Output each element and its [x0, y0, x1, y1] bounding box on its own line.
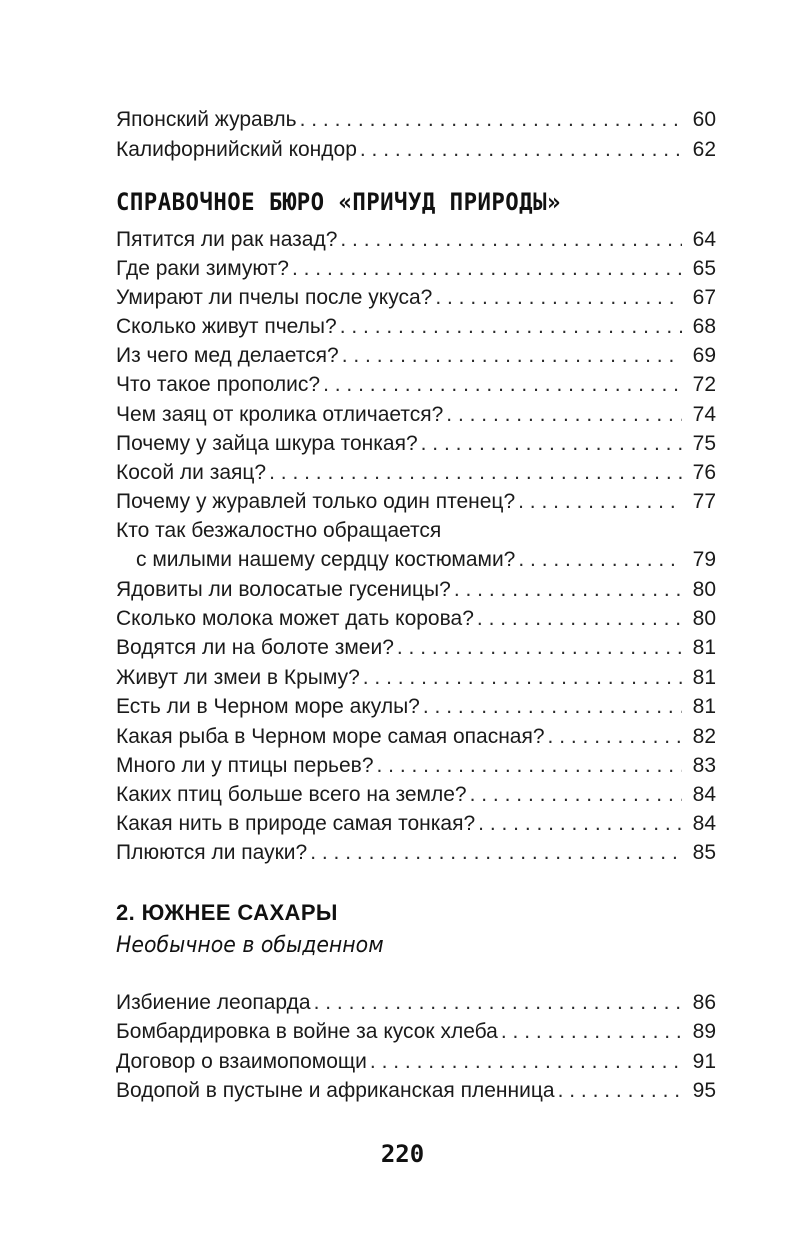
leader-dots — [501, 1017, 682, 1047]
toc-entry — [116, 370, 716, 400]
toc-entry-page: 84 — [692, 783, 716, 806]
toc-entry-title: Умирают ли пчелы после укуса? — [116, 286, 433, 309]
toc-entry — [116, 225, 716, 255]
toc-entry-page: 80 — [692, 607, 716, 630]
toc-entry-title: Есть ли в Черном море акулы? — [116, 695, 420, 718]
toc-entry — [116, 809, 716, 839]
toc-entry-title: Почему у журавлей только один птенец? — [116, 490, 516, 513]
leader-dots — [477, 604, 682, 634]
toc-entry-title: Чем заяц от кролика отличается? — [116, 403, 444, 426]
toc-entry — [116, 105, 716, 135]
toc-entry-title: Косой ли заяц? — [116, 461, 267, 484]
toc-entry-page: 74 — [692, 403, 716, 426]
toc-entry-page: 77 — [692, 490, 716, 513]
toc-entry-title: Где раки зимуют? — [116, 257, 289, 280]
toc-entry — [116, 1017, 716, 1047]
leader-dots — [548, 722, 682, 752]
leader-dots — [470, 780, 682, 810]
leader-dots — [340, 225, 682, 255]
toc-entry-page: 62 — [692, 138, 716, 161]
toc-entry-title: Живут ли змеи в Крыму? — [116, 666, 360, 689]
toc-entry — [116, 341, 716, 371]
leader-dots — [370, 1047, 682, 1077]
toc-entry — [116, 751, 716, 781]
toc-entry — [116, 254, 716, 284]
toc-entry-title: Сколько живут пчелы? — [116, 315, 337, 338]
toc-entry-page: 69 — [692, 344, 716, 367]
leader-dots — [292, 254, 682, 284]
toc-entry — [116, 780, 716, 810]
toc-entry-page: 91 — [692, 1050, 716, 1073]
toc-entry-title: Ядовиты ли волосатые гусеницы? — [116, 578, 451, 601]
leader-dots — [314, 988, 682, 1018]
toc-entry-page: 81 — [692, 636, 716, 659]
toc-entry-title: Бомбардировка в войне за кусок хлеба — [116, 1020, 498, 1043]
toc-entry — [116, 429, 716, 459]
toc-entry — [116, 838, 716, 868]
toc-entry-title: Какая нить в природе самая тонкая? — [116, 812, 476, 835]
toc-entry-page: 65 — [692, 257, 716, 280]
toc-entry-page: 84 — [692, 812, 716, 835]
toc-entry — [136, 545, 716, 575]
toc-entry-page: 72 — [692, 373, 716, 396]
toc-entry-title: Из чего мед делается? — [116, 344, 339, 367]
section-heading: СПРАВОЧНОЕ БЮРО «ПРИЧУД ПРИРОДЫ» — [116, 188, 561, 216]
toc-entry — [116, 663, 716, 693]
toc-entry-title-line1: Кто так безжалостно обращается — [116, 519, 442, 542]
page-number: 220 — [380, 1140, 425, 1168]
leader-dots — [435, 283, 682, 313]
toc-entry-page: 86 — [692, 991, 716, 1014]
toc-entry-title: Водопой в пустыне и африканская пленница — [116, 1079, 555, 1102]
toc-entry — [116, 575, 716, 605]
toc-entry-title: Каких птиц больше всего на земле? — [116, 783, 467, 806]
toc-entry — [116, 458, 716, 488]
leader-dots — [323, 370, 682, 400]
leader-dots — [397, 633, 682, 663]
leader-dots — [360, 135, 682, 165]
toc-entry-title: Водятся ли на болоте змеи? — [116, 636, 394, 659]
toc-entry — [116, 487, 716, 517]
leader-dots — [518, 487, 682, 517]
toc-entry-title: Много ли у птицы перьев? — [116, 754, 374, 777]
leader-dots — [340, 312, 682, 342]
toc-entry — [116, 604, 716, 634]
leader-dots — [342, 341, 682, 371]
toc-entry — [116, 400, 716, 430]
toc-entry-page: 67 — [692, 286, 716, 309]
toc-entry — [116, 633, 716, 663]
toc-entry-page: 81 — [692, 666, 716, 689]
leader-dots — [421, 429, 682, 459]
toc-entry-title-line2: с милыми нашему сердцу костюмами? — [136, 548, 516, 571]
toc-entry — [116, 988, 716, 1018]
toc-entry-page: 89 — [692, 1020, 716, 1043]
chapter-subtitle: Необычное в обыденном — [116, 933, 384, 958]
toc-entry-page: 76 — [692, 461, 716, 484]
toc-entry-title: Какая рыба в Черном море самая опасная? — [116, 725, 545, 748]
toc-entry-title: Плюются ли пауки? — [116, 841, 308, 864]
toc-entry-title: Калифорнийский кондор — [116, 138, 357, 161]
toc-entry-title: Что такое прополис? — [116, 373, 321, 396]
toc-entry — [116, 1047, 716, 1077]
toc-entry — [116, 312, 716, 342]
leader-dots — [310, 838, 682, 868]
toc-entry-page: 75 — [692, 432, 716, 455]
toc-entry — [116, 722, 716, 752]
toc-entry-page: 81 — [692, 695, 716, 718]
leader-dots — [558, 1076, 682, 1106]
toc-entry-page: 82 — [692, 725, 716, 748]
leader-dots — [269, 458, 682, 488]
toc-entry — [116, 1076, 716, 1106]
leader-dots — [300, 105, 682, 135]
toc-entry-page: 68 — [692, 315, 716, 338]
toc-entry-page: 60 — [692, 108, 716, 131]
toc-entry-title: Договор о взаимопомощи — [116, 1050, 367, 1073]
toc-entry-page: 80 — [692, 578, 716, 601]
toc-entry-page: 95 — [692, 1079, 716, 1102]
toc-entry-page: 85 — [692, 841, 716, 864]
leader-dots — [377, 751, 683, 781]
chapter-title: 2. ЮЖНЕЕ САХАРЫ — [116, 900, 338, 925]
toc-entry-page: 83 — [692, 754, 716, 777]
leader-dots — [446, 400, 682, 430]
toc-entry-page: 64 — [692, 228, 716, 251]
toc-entry — [116, 135, 716, 165]
toc-entry — [116, 692, 716, 722]
leader-dots — [518, 545, 682, 575]
toc-entry-title: Избиение леопарда — [116, 991, 311, 1014]
leader-dots — [454, 575, 682, 605]
toc-entry-title: Японский журавль — [116, 108, 297, 131]
leader-dots — [363, 663, 682, 693]
toc-entry-page: 79 — [692, 548, 716, 571]
leader-dots — [478, 809, 682, 839]
toc-entry-title: Почему у зайца шкура тонкая? — [116, 432, 418, 455]
toc-entry-title: Пятится ли рак назад? — [116, 228, 338, 251]
toc-entry-title: Сколько молока может дать корова? — [116, 607, 474, 630]
leader-dots — [423, 692, 682, 722]
toc-entry — [116, 283, 716, 313]
